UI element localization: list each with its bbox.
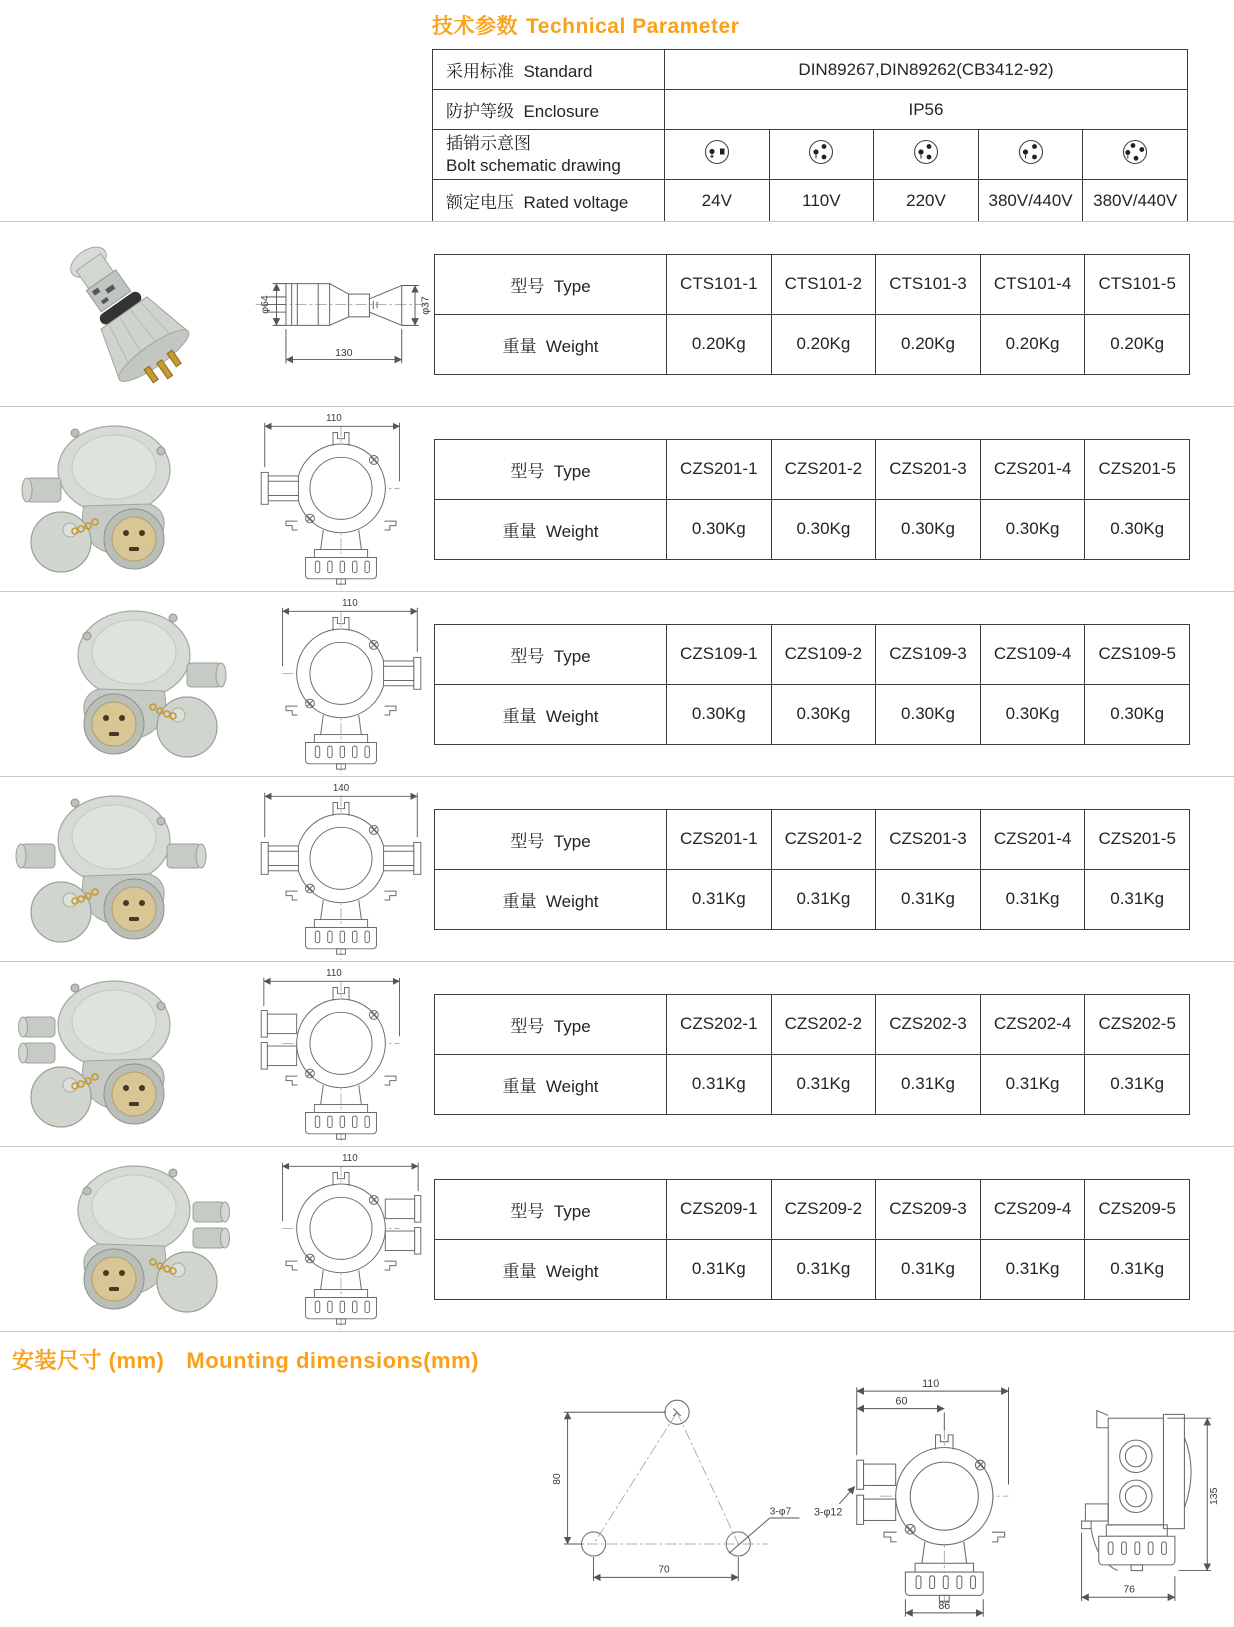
- weight-cell: 0.31Kg: [771, 1054, 876, 1114]
- dim-70: 70: [658, 1564, 670, 1576]
- type-cell: CZS201-2: [771, 809, 876, 869]
- weight-cell: 0.20Kg: [1085, 314, 1190, 374]
- product-row-czs201-2way: [0, 776, 1234, 961]
- title-cn: 技术参数: [432, 15, 518, 38]
- weight-cell: 0.31Kg: [667, 1239, 772, 1299]
- type-label: 型号 Type: [435, 624, 667, 684]
- dim-length130: 130: [335, 347, 353, 359]
- weight-cell: 0.20Kg: [876, 314, 981, 374]
- voltage-110v: 110V: [769, 180, 874, 222]
- dimension-drawing-socket-front: [248, 1145, 434, 1333]
- type-cell: CZS209-4: [980, 1179, 1085, 1239]
- product-photo-socket: [0, 973, 248, 1135]
- type-label: 型号 Type: [435, 809, 667, 869]
- dimension-drawing-socket-front: [248, 590, 434, 778]
- weight-cell: 0.20Kg: [980, 314, 1085, 374]
- spec-table-czs201-2way: [434, 809, 1190, 930]
- type-cell: CTS101-3: [876, 254, 981, 314]
- voltage-220v: 220V: [874, 180, 979, 222]
- weight-cell: 0.31Kg: [771, 1239, 876, 1299]
- weight-cell: 0.30Kg: [1085, 499, 1190, 559]
- weight-cell: 0.31Kg: [1085, 1239, 1190, 1299]
- type-label: 型号 Type: [435, 994, 667, 1054]
- weight-label: 重量 Weight: [435, 314, 667, 374]
- title-en: Mounting dimensions(mm): [186, 1348, 479, 1373]
- voltage-label: 额定电压 Rated voltage: [433, 180, 665, 222]
- dim-110: 110: [921, 1378, 940, 1391]
- product-photo-socket: [0, 1158, 248, 1320]
- dim-dia64: φ64: [259, 295, 271, 314]
- weight-cell: 0.30Kg: [771, 499, 876, 559]
- weight-cell: 0.30Kg: [667, 684, 772, 744]
- dim-dia37: φ37: [420, 296, 432, 315]
- dim-width: 110: [342, 597, 358, 609]
- title-cn: 安装尺寸 (mm): [12, 1348, 165, 1373]
- type-cell: CZS109-2: [771, 624, 876, 684]
- type-cell: CZS109-5: [1085, 624, 1190, 684]
- type-cell: CTS101-5: [1085, 254, 1190, 314]
- type-cell: CZS202-2: [771, 994, 876, 1054]
- pin-diagram-380v-icon: [978, 130, 1083, 180]
- weight-label: 重量 Weight: [435, 499, 667, 559]
- type-cell: CTS101-1: [667, 254, 772, 314]
- weight-cell: 0.20Kg: [667, 314, 772, 374]
- dim-width: 110: [342, 1152, 358, 1164]
- weight-cell: 0.30Kg: [980, 499, 1085, 559]
- product-photo-plug: [0, 233, 248, 395]
- type-cell: CZS201-2: [771, 439, 876, 499]
- weight-cell: 0.30Kg: [667, 499, 772, 559]
- pin-diagram-110v-icon: [769, 130, 874, 180]
- product-row-cts101: [0, 221, 1234, 406]
- mounting-front-view-drawing: [812, 1377, 1053, 1627]
- technical-parameter-section: [0, 0, 1234, 221]
- standard-label: 采用标准 Standard: [433, 50, 665, 90]
- type-cell: CZS201-4: [980, 809, 1085, 869]
- type-cell: CZS202-3: [876, 994, 981, 1054]
- type-cell: CTS101-2: [771, 254, 876, 314]
- type-cell: CZS202-5: [1085, 994, 1190, 1054]
- weight-label: 重量 Weight: [435, 684, 667, 744]
- bolt-schematic-label: 插销示意图 Bolt schematic drawing: [433, 130, 665, 180]
- product-row-czs109: [0, 591, 1234, 776]
- title-en: Technical Parameter: [526, 15, 740, 38]
- weight-cell: 0.31Kg: [667, 869, 772, 929]
- weight-cell: 0.30Kg: [876, 499, 981, 559]
- weight-cell: 0.31Kg: [876, 1054, 981, 1114]
- weight-label: 重量 Weight: [435, 869, 667, 929]
- dimension-drawing-socket-front: [248, 960, 434, 1148]
- dim-60: 60: [895, 1395, 908, 1408]
- type-cell: CZS202-4: [980, 994, 1085, 1054]
- weight-cell: 0.20Kg: [771, 314, 876, 374]
- spec-table-czs109: [434, 624, 1190, 745]
- dim-80: 80: [552, 1473, 564, 1485]
- weight-cell: 0.31Kg: [1085, 1054, 1190, 1114]
- product-row-czs209: [0, 1146, 1234, 1331]
- product-photo-socket: [0, 418, 248, 580]
- standard-value: DIN89267,DIN89262(CB3412-92): [665, 50, 1188, 90]
- weight-cell: 0.31Kg: [980, 1054, 1085, 1114]
- dimension-drawing-socket-front: [248, 405, 434, 593]
- mounting-dimensions-title: [12, 1344, 1234, 1375]
- pin-diagram-380v-4p-icon: [1083, 130, 1188, 180]
- mounting-drawings: [12, 1377, 1234, 1627]
- type-cell: CZS109-1: [667, 624, 772, 684]
- type-label: 型号 Type: [435, 254, 667, 314]
- dimension-drawing-plug: [248, 238, 434, 390]
- technical-parameter-table: [432, 49, 1188, 222]
- weight-label: 重量 Weight: [435, 1239, 667, 1299]
- weight-cell: 0.31Kg: [980, 869, 1085, 929]
- dim-135: 135: [1208, 1487, 1220, 1506]
- type-cell: CZS201-5: [1085, 439, 1190, 499]
- type-cell: CZS201-1: [667, 809, 772, 869]
- type-cell: CZS201-4: [980, 439, 1085, 499]
- weight-cell: 0.31Kg: [876, 1239, 981, 1299]
- weight-cell: 0.31Kg: [771, 869, 876, 929]
- product-row-czs201: [0, 406, 1234, 591]
- dim-3phi12: 3-φ12: [813, 1506, 843, 1519]
- type-cell: CZS209-3: [876, 1179, 981, 1239]
- dim-width: 140: [332, 782, 350, 794]
- type-cell: CZS209-2: [771, 1179, 876, 1239]
- product-row-czs202: [0, 961, 1234, 1146]
- voltage-380v-a: 380V/440V: [978, 180, 1083, 222]
- pin-diagram-220v-icon: [874, 130, 979, 180]
- voltage-24v: 24V: [665, 180, 770, 222]
- type-cell: CZS201-5: [1085, 809, 1190, 869]
- pin-diagram-24v-icon: [665, 130, 770, 180]
- dim-3phi7: 3-φ7: [769, 1506, 792, 1518]
- dim-width: 110: [326, 412, 342, 424]
- type-cell: CZS202-1: [667, 994, 772, 1054]
- weight-cell: 0.31Kg: [876, 869, 981, 929]
- weight-cell: 0.30Kg: [771, 684, 876, 744]
- weight-label: 重量 Weight: [435, 1054, 667, 1114]
- product-photo-socket: [0, 603, 248, 765]
- spec-table-cts101: [434, 254, 1190, 375]
- enclosure-label: 防护等级 Enclosure: [433, 90, 665, 130]
- dim-width: 110: [326, 967, 342, 979]
- mounting-hole-pattern-drawing: [520, 1377, 812, 1595]
- type-label: 型号 Type: [435, 1179, 667, 1239]
- type-cell: CZS209-1: [667, 1179, 772, 1239]
- type-label: 型号 Type: [435, 439, 667, 499]
- weight-cell: 0.31Kg: [1085, 869, 1190, 929]
- spec-table-czs202: [434, 994, 1190, 1115]
- weight-cell: 0.30Kg: [1085, 684, 1190, 744]
- technical-parameter-title: [432, 10, 1234, 40]
- mounting-side-view-drawing: [1053, 1377, 1234, 1627]
- dim-86: 86: [938, 1600, 951, 1613]
- type-cell: CZS201-1: [667, 439, 772, 499]
- weight-cell: 0.30Kg: [980, 684, 1085, 744]
- type-cell: CTS101-4: [980, 254, 1085, 314]
- dimension-drawing-socket-front: [248, 775, 434, 963]
- voltage-380v-b: 380V/440V: [1083, 180, 1188, 222]
- weight-cell: 0.30Kg: [876, 684, 981, 744]
- weight-cell: 0.31Kg: [980, 1239, 1085, 1299]
- mounting-dimensions-section: [0, 1331, 1234, 1613]
- type-cell: CZS209-5: [1085, 1179, 1190, 1239]
- type-cell: CZS109-3: [876, 624, 981, 684]
- dim-76: 76: [1123, 1584, 1136, 1596]
- type-cell: CZS201-3: [876, 809, 981, 869]
- spec-table-czs201: [434, 439, 1190, 560]
- product-photo-socket: [0, 788, 248, 950]
- type-cell: CZS201-3: [876, 439, 981, 499]
- spec-table-czs209: [434, 1179, 1190, 1300]
- enclosure-value: IP56: [665, 90, 1188, 130]
- weight-cell: 0.31Kg: [667, 1054, 772, 1114]
- type-cell: CZS109-4: [980, 624, 1085, 684]
